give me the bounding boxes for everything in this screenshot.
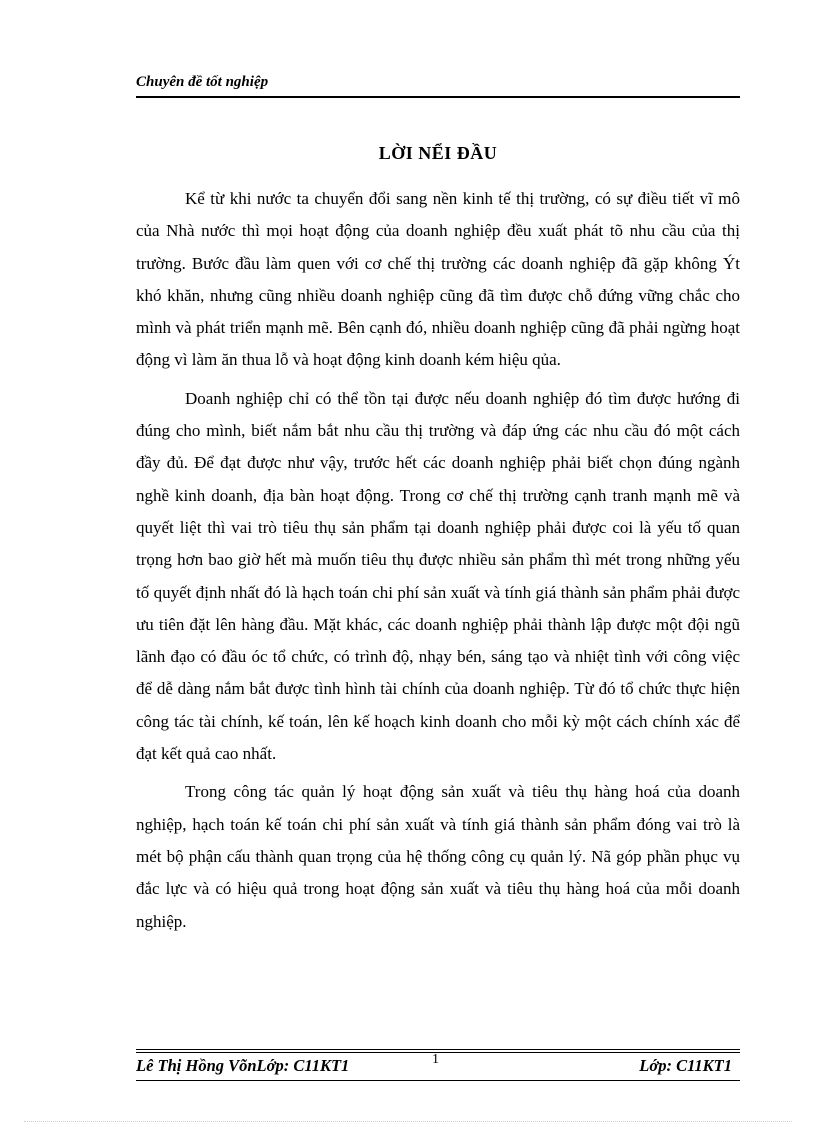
footer-author-class: Lê Thị Hồng VõnLớp: C11KT1 <box>136 1056 350 1075</box>
paragraph-1: Kể từ khi nước ta chuyển đổi sang nền kinh tế thị trường, có sự điều tiết vĩ mô của Nhà nước thì mọi hoạt động của doanh nghiệp đều xuất phát tõ nhu cầu của thị trường. Bước đầu làm quen với cơ chế thị trường các doanh nghiệp đã gặp không Ýt khó khăn, nhưng cũng nhiều doanh nghiệp cũng đã tìm được chỗ đứng vững chắc cho mình và phát triển mạnh mẽ. Bên cạnh đó, nhiều doanh nghiệp cũng đã phải ngừng hoạt động vì làm ăn thua lỗ và hoạt động kinh doanh kém hiệu qủa. <box>136 189 740 370</box>
footer-class: Lớp: C11KT1 <box>639 1056 732 1075</box>
page-edge-dotted-line <box>24 1121 792 1122</box>
paragraph-3: Trong công tác quản lý hoạt động sản xuất và tiêu thụ hàng hoá của doanh nghiệp, hạch toán kế toán chi phí sản xuất và tính giá thành sản phẩm đóng vai trò là mét bộ phận cấu thành quan trọng của hệ thống công cụ quản lý. Nã góp phần phục vụ đắc lực và có hiệu quả trong hoạt động sản xuất và tiêu thụ hàng hoá của mỗi doanh nghiệp. <box>136 782 740 931</box>
document-body <box>136 183 740 944</box>
footer-bottom-rule <box>136 1080 740 1081</box>
header-text: Chuyên đề tốt nghiệp <box>136 74 269 90</box>
page-header <box>136 72 740 98</box>
paragraph-2: Doanh nghiệp chỉ có thể tồn tại được nếu doanh nghiệp đó tìm được hướng đi đúng cho mình, biết nắm bắt nhu cầu thị trường và đáp ứng các nhu cầu đó một cách đầy đủ. Để đạt được như vậy, trước hết các doanh nghiệp phải biết chọn đúng ngành nghề kinh doanh, địa bàn hoạt động. Trong cơ chế thị trường cạnh tranh mạnh mẽ và quyết liệt thì vai trò tiêu thụ sản phẩm tại doanh nghiệp phải được coi là yếu tố quan trọng hơn bao giờ hết mà muốn tiêu thụ được nhiều sản phẩm thì mét trong những yếu tố quyết định nhất đó là hạch toán chi phí sản xuất và tính giá thành sản phẩm phải được ưu tiên đặt lên hàng đầu. Mặt khác, các doanh nghiệp phải thành lập được một đội ngũ lãnh đạo có đầu óc tổ chức, có trình độ, nhạy bén, sáng tạo và nhiệt tình với công việc để dễ dàng nắm bắt được tình hình tài chính của doanh nghiệp. Từ đó tổ chức thực hiện công tác tài chính, kế toán, lên kế hoạch kinh doanh cho mỗi kỳ một cách chính xác để đạt kết quả cao nhất. <box>136 388 740 764</box>
document-title: LỜI NỂI ĐẦU <box>378 143 498 163</box>
page-number: 1 <box>432 1052 439 1067</box>
